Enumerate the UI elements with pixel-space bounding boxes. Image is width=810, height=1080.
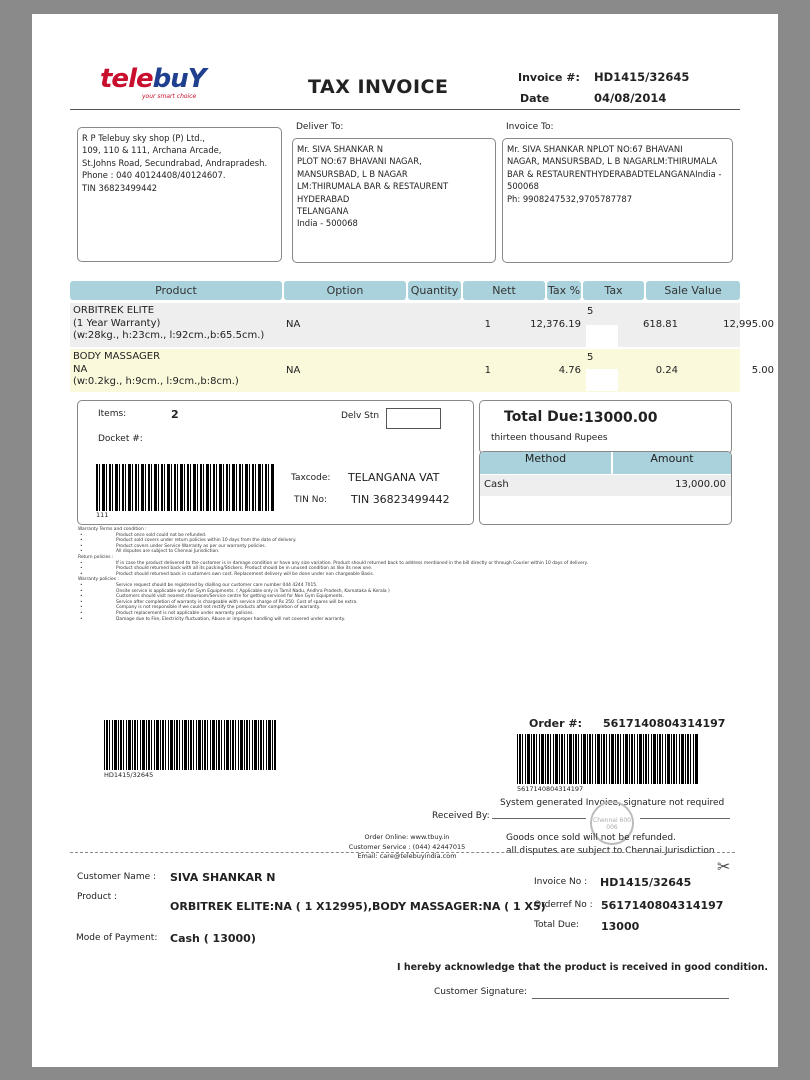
payment-box [479, 451, 732, 525]
invoice-barcode-caption: HD1415/32645 [104, 771, 154, 779]
terms-line: • Product once sold could not be refunded. [78, 533, 638, 539]
total-due-amount: 13000.00 [584, 410, 658, 426]
payment-amount: 13,000.00 [675, 479, 726, 490]
product-label: Product : [77, 892, 118, 902]
invoice-page [32, 14, 778, 1067]
slip-invoice-label: Invoice No : [534, 877, 588, 887]
date-value: 04/08/2014 [594, 91, 667, 105]
col-tax-pct: Tax % [547, 281, 581, 300]
payment-amount-header: Amount [613, 452, 731, 474]
items-count: 2 [171, 408, 179, 421]
deliver-address: Mr. SIVA SHANKAR N PLOT NO:67 BHAVANI NAGAR, MANSURSBAD, L B NAGAR LM:THIRUMALA BAR & RESTAURENT HYDERABAD TELANGANA India - 500068 [292, 138, 496, 263]
terms-line: • If in case the product delivered to the customer is in damage condition or have any size variation. Product should returned back to address mentioned in the bill directly or through Courier within 10 days of delivery. [78, 561, 638, 567]
company-stamp: Chennai 600 006 [590, 801, 634, 845]
invoice-to-label: Invoice To: [506, 122, 554, 132]
order-barcode-caption: 5617140804314197 [517, 785, 584, 793]
row-sale: 5.00 [751, 365, 774, 376]
slip-total: 13000 [601, 920, 640, 933]
total-due-words: thirteen thousand Rupees [491, 433, 608, 443]
row-nett: 4.76 [558, 365, 581, 376]
row-nett: 12,376.19 [530, 319, 581, 330]
col-sale-value: Sale Value [646, 281, 740, 300]
invoice-no: HD1415/32645 [594, 70, 690, 84]
table-row [70, 303, 774, 347]
terms-line: • Product sold covers under return policies within 10 days from the date of delivery. [78, 538, 638, 544]
deliver-to-label: Deliver To: [296, 122, 344, 132]
invoice-barcode [104, 720, 276, 770]
invoice-no-label: Invoice #: [518, 71, 580, 84]
slip-orderref-no: 5617140804314197 [601, 899, 724, 912]
row-tax-pct: 5 [587, 352, 594, 363]
invoice-to-address: Mr. SIVA SHANKAR NPLOT NO:67 BHAVANI NAGAR, MANSURSBAD, L B NAGARLM:THIRUMALA BAR & RESTAURENTHYDERABADTELANGANAIndia - 500068 Ph: 9908247532,9705787787 [502, 138, 733, 263]
row-option: NA [286, 319, 301, 330]
order-label: Order #: [529, 717, 582, 730]
row-qty: 1 [484, 319, 491, 330]
terms-line: • Onsite service is applicable only for Gym Equipments. ( Applicable only in Tamil Nadu, Andhra Pradesh, Karnataka & Kerala ) [78, 589, 638, 595]
total-due-label: Total Due: [504, 409, 584, 425]
delv-stn-field [386, 408, 441, 429]
row-tax-pct: 5 [587, 306, 594, 317]
items-label: Items: [98, 409, 127, 419]
row-product: BODY MASSAGER NA (w:0.2kg., h:9cm., l:9cm.,b:8cm.) [73, 351, 239, 387]
received-by-label: Received By: [432, 811, 490, 821]
doc-title: TAX INVOICE [308, 76, 449, 98]
terms-line: • Damage due to Fire, Electricity fluctuation, Abuse or improper handling will not covered under warranty. [78, 617, 638, 623]
terms-line: • Product should returned back with all its packing/Stickers. Product should be in unused condition as like its new one. [78, 566, 638, 572]
docket-barcode [96, 464, 274, 511]
customer-signature-label: Customer Signature: [434, 987, 528, 997]
terms-line: Warranty Terms and condition : [78, 527, 147, 532]
payment-mode: Cash ( 13000) [170, 932, 256, 945]
terms-line: • Product should returned back in customers own cost. Replacement delivery will be done under non chargeable Basis. [78, 572, 638, 578]
terms-line: Return policies : [78, 554, 114, 560]
seller-address: R P Telebuy sky shop (P) Ltd., 109, 110 & 111, Archana Arcade, St.Johns Road, Secundrabad, Andrapradesh. Phone : 040 40124408/40124607. TIN 36823499442 [77, 127, 282, 262]
tin-number: TIN 36823499442 [351, 493, 450, 506]
cut-line [70, 852, 735, 853]
terms-line: Warranty policies : [78, 577, 119, 583]
row-tax: 0.24 [655, 365, 678, 376]
contact-info: Order Online: www.tbuy.in Customer Service : (044) 42447015 Email: care@telebuyindia.com [348, 833, 466, 860]
terms-line: • Service request should be registered by dialling our customer care number 044 4244 7015. [78, 583, 638, 589]
row-option: NA [286, 365, 301, 376]
customer-signature-line [532, 998, 729, 999]
terms-line: • Company is not responsible if we could not rectify the products after completion of warranty. [78, 605, 638, 611]
customer-name-label: Customer Name : [77, 872, 157, 882]
terms-line: • Customers should visit nearest showroom/Service centre for getting serviced for Non Gym Equipments. [78, 594, 638, 600]
docket-label: Docket #: [98, 434, 143, 444]
table-row [70, 349, 774, 392]
acknowledgement-text: I hereby acknowledge that the product is received in good condition. [397, 962, 769, 973]
customer-name: SIVA SHANKAR N [170, 871, 276, 884]
col-option: Option [284, 281, 406, 300]
order-barcode [517, 734, 699, 784]
row-tax: 618.81 [643, 319, 678, 330]
received-by-line [492, 818, 586, 819]
col-quantity: Quantity [408, 281, 461, 300]
row-sale: 12,995.00 [723, 319, 774, 330]
telebuy-logo: telebuY your smart choice [100, 64, 206, 100]
terms-line: • Product replacement is not applicable under warranty policies. [78, 611, 638, 617]
jurisdiction-note: all disputes are subject to Chennai Jurisdiction [506, 846, 715, 856]
received-by-line-2 [640, 818, 730, 819]
terms-line: • Service after completion of warranty is chargeable with service charge of Rs 250. Cost of spares will be extra. [78, 600, 638, 606]
col-tax: Tax [583, 281, 644, 300]
refund-note: Goods once sold will not be refunded. [506, 833, 676, 843]
slip-orderref-label: Orderref No : [534, 900, 593, 910]
system-note: System generated Invoice, signature not required [500, 798, 725, 808]
payment-method-header: Method [480, 452, 611, 474]
payment-mode-label: Mode of Payment: [76, 933, 158, 943]
col-nett: Nett [463, 281, 545, 300]
tin-label: TIN No: [294, 495, 328, 505]
terms-line: • All disputes are subject to Chennai Jurisdiction. [78, 549, 638, 555]
col-product: Product [70, 281, 282, 300]
slip-invoice-no: HD1415/32645 [600, 876, 692, 889]
taxcode: TELANGANA VAT [348, 471, 440, 484]
scissors-icon: ✂ [717, 857, 731, 876]
terms-conditions [78, 527, 638, 622]
order-number: 5617140804314197 [603, 717, 726, 730]
shipping-summary [77, 400, 474, 525]
row-qty: 1 [484, 365, 491, 376]
total-due-box [479, 400, 732, 454]
payment-method: Cash [484, 479, 509, 490]
date-label: Date [520, 92, 550, 105]
delv-stn-label: Delv Stn [341, 411, 380, 421]
row-product: ORBITREK ELITE (1 Year Warranty) (w:28kg., h:23cm., l:92cm.,b:65.5cm.) [73, 305, 265, 341]
slip-total-label: Total Due: [534, 920, 580, 930]
docket-barcode-caption: 111 [96, 511, 109, 519]
terms-line: • Product covers under Service Warranty as per our warranty policies. [78, 544, 638, 550]
taxcode-label: Taxcode: [291, 473, 331, 483]
product-summary: ORBITREK ELITE:NA ( 1 X12995),BODY MASSAGER:NA ( 1 X5) [170, 900, 546, 913]
header-rule [70, 109, 740, 110]
